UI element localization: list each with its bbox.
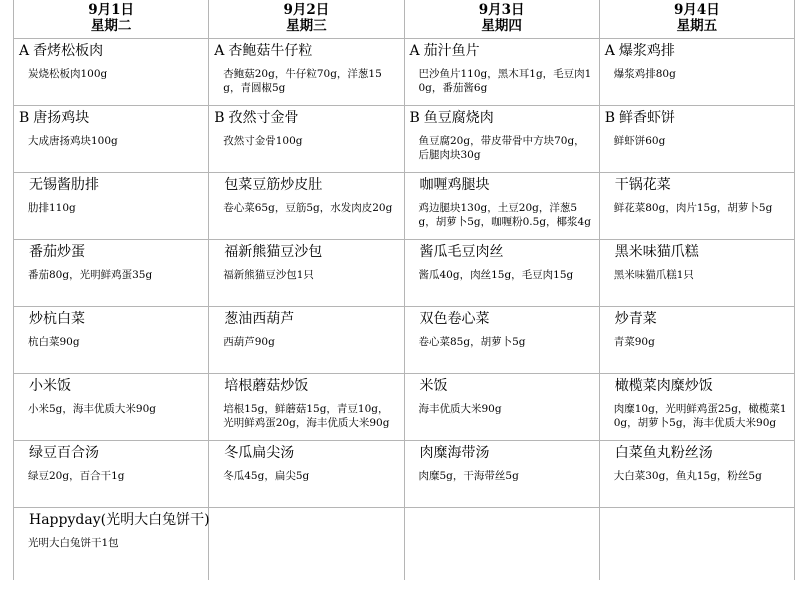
dish-name: 炒青菜 <box>614 311 657 327</box>
menu-row <box>14 441 795 508</box>
ingredients-text: 卷心菜65g，豆筋5g，水发肉皮20g <box>223 202 393 214</box>
ingredients-text: 肉糜5g，干海带丝5g <box>418 470 519 482</box>
dish-name: 孜然寸金骨 <box>228 110 299 126</box>
menu-cell <box>209 307 404 374</box>
dish-name: 白菜鱼丸粉丝汤 <box>614 445 713 461</box>
dish-line <box>405 240 599 261</box>
menu-cell <box>599 39 794 106</box>
menu-cell <box>209 173 404 240</box>
dish-name: 鱼豆腐烧肉 <box>423 110 494 126</box>
option-prefix: B <box>409 110 420 126</box>
menu-cell <box>599 173 794 240</box>
dish-line <box>600 240 794 261</box>
menu-row <box>14 106 795 173</box>
day-weekday: 星期四 <box>481 18 522 34</box>
menu-cell <box>404 173 599 240</box>
dish-name: 福新熊猫豆沙包 <box>224 244 323 260</box>
dish-line <box>600 39 794 60</box>
dish-line <box>405 39 599 60</box>
dish-name: 米饭 <box>419 378 448 394</box>
option-prefix: A <box>19 43 30 59</box>
menu-cell <box>404 240 599 307</box>
ingredients-text: 炭烧松板肉100g <box>28 68 108 80</box>
menu-cell <box>404 508 599 581</box>
dish-name: 无锡酱肋排 <box>29 177 99 193</box>
menu-row <box>14 307 795 374</box>
day-header <box>209 0 404 39</box>
menu-cell <box>599 240 794 307</box>
menu-cell <box>14 307 209 374</box>
dish-name: 鲜香虾饼 <box>619 110 676 126</box>
ingredients-text: 鲜虾饼60g <box>613 135 666 147</box>
menu-row <box>14 240 795 307</box>
dish-name: 香烤松板肉 <box>33 43 104 59</box>
dish-name: 橄榄菜肉糜炒饭 <box>614 378 713 394</box>
header-row <box>14 0 795 39</box>
dish-line <box>405 441 599 462</box>
menu-cell <box>14 374 209 441</box>
ingredients-text: 孜然寸金骨100g <box>223 135 303 147</box>
day-header <box>599 0 794 39</box>
option-prefix: A <box>409 43 420 59</box>
option-prefix: B <box>604 110 616 126</box>
dish-line <box>14 240 208 261</box>
dish-line <box>209 240 403 261</box>
menu-row <box>14 374 795 441</box>
dish-name: 小米饭 <box>29 378 71 394</box>
ingredients-text: 小米5g，海丰优质大米90g <box>28 403 156 415</box>
ingredients-text: 鲜花菜80g，肉片15g，胡萝卜5g <box>613 202 773 214</box>
dish-line <box>405 106 599 127</box>
day-weekday: 星期三 <box>286 18 327 34</box>
day-date: 9月2日 <box>283 2 330 18</box>
dish-name: 葱油西葫芦 <box>224 311 295 327</box>
menu-cell <box>14 441 209 508</box>
weekly-menu-table <box>13 0 795 580</box>
dish-line <box>14 374 208 395</box>
dish-name: 爆浆鸡排 <box>618 43 675 59</box>
dish-line <box>209 106 403 127</box>
dish-line <box>209 374 403 395</box>
dish-name: 杏鲍菇牛仔粒 <box>228 43 313 59</box>
menu-row <box>14 173 795 240</box>
dish-line <box>209 173 403 194</box>
dish-name: 唐扬鸡块 <box>33 110 90 126</box>
dish-name: 包菜豆筋炒皮肚 <box>224 177 323 193</box>
menu-row <box>14 508 795 581</box>
ingredients-text: 西葫芦90g <box>223 336 275 348</box>
ingredients-text: 爆浆鸡排80g <box>613 68 676 80</box>
ingredients-text: 黑米味猫爪糕1只 <box>613 269 694 281</box>
dish-line <box>405 173 599 194</box>
menu-cell <box>209 374 404 441</box>
ingredients-text: 巴沙鱼片110g，黑木耳1g，毛豆肉10g，番茄酱6g <box>418 68 592 94</box>
menu-cell <box>209 39 404 106</box>
option-prefix: B <box>214 110 225 126</box>
day-header <box>14 0 209 39</box>
dish-line <box>209 39 403 60</box>
dish-line <box>600 374 794 395</box>
dish-name: 肉糜海带汤 <box>419 445 490 461</box>
dish-line <box>600 441 794 462</box>
menu-cell <box>599 307 794 374</box>
day-date: 9月1日 <box>88 2 135 18</box>
menu-cell <box>14 173 209 240</box>
day-date: 9月4日 <box>673 2 720 18</box>
ingredients-text: 冬瓜45g，扁尖5g <box>223 470 310 482</box>
day-weekday: 星期五 <box>676 18 718 34</box>
dish-line <box>209 307 403 328</box>
dish-line <box>600 307 794 328</box>
dish-line <box>405 307 599 328</box>
dish-name: 黑米味猫爪糕 <box>614 244 699 260</box>
menu-cell <box>209 106 404 173</box>
ingredients-text: 光明大白兔饼干1包 <box>28 537 119 549</box>
menu-cell <box>599 508 794 581</box>
menu-cell <box>404 39 599 106</box>
menu-cell <box>209 240 404 307</box>
option-prefix: A <box>604 43 615 59</box>
dish-name: 茄汁鱼片 <box>423 43 480 59</box>
dish-name: 双色卷心菜 <box>419 311 490 327</box>
dish-line <box>600 106 794 127</box>
menu-cell <box>209 508 404 581</box>
menu-cell <box>599 374 794 441</box>
dish-line <box>14 173 208 194</box>
ingredients-text: 鸡边腿块130g，土豆20g，洋葱5g，胡萝卜5g，咖喱粉0.5g，椰浆4g <box>418 202 591 228</box>
dish-line <box>405 374 599 395</box>
day-header <box>404 0 599 39</box>
menu-cell <box>14 240 209 307</box>
dish-line <box>14 39 208 60</box>
menu-cell <box>14 106 209 173</box>
ingredients-text: 酱瓜40g，肉丝15g，毛豆肉15g <box>418 269 574 281</box>
dish-name: 培根蘑菇炒饭 <box>224 378 309 394</box>
ingredients-text <box>209 512 403 519</box>
dish-line <box>14 441 208 462</box>
dish-name: 冬瓜扁尖汤 <box>224 445 295 461</box>
dish-line <box>600 173 794 194</box>
dish-line <box>14 106 208 127</box>
ingredients-text: 福新熊猫豆沙包1只 <box>223 269 314 281</box>
dish-line <box>14 307 208 328</box>
ingredients-text: 鱼豆腐20g，带皮带骨中方块70g，后腿肉块30g <box>418 135 585 161</box>
menu-cell <box>209 441 404 508</box>
dish-name: 绿豆百合汤 <box>29 445 99 461</box>
dish-name: 番茄炒蛋 <box>29 244 85 260</box>
dish-line <box>209 441 403 462</box>
ingredients-text: 大成唐扬鸡块100g <box>28 135 118 147</box>
dish-name: 干锅花菜 <box>614 177 671 193</box>
dish-name: 酱瓜毛豆肉丝 <box>419 244 504 260</box>
ingredients-text: 肉糜10g，光明鲜鸡蛋25g，橄榄菜10g，胡萝卜5g，海丰优质大米90g <box>613 403 787 429</box>
day-date: 9月3日 <box>478 2 525 18</box>
ingredients-text: 杭白菜90g <box>28 336 80 348</box>
ingredients-text: 青菜90g <box>613 336 655 348</box>
menu-cell <box>14 39 209 106</box>
ingredients-text: 绿豆20g，百合干1g <box>28 470 125 482</box>
ingredients-text: 杏鲍菇20g，牛仔粒70g，洋葱15g，青圆椒5g <box>223 68 382 94</box>
dish-name: 炒杭白菜 <box>29 311 85 327</box>
ingredients-text: 番茄80g，光明鲜鸡蛋35g <box>28 269 153 281</box>
ingredients-text: 培根15g，鲜蘑菇15g，青豆10g，光明鲜鸡蛋20g，海丰优质大米90g <box>223 403 390 429</box>
option-prefix: B <box>19 110 30 126</box>
menu-cell <box>404 374 599 441</box>
menu-cell <box>14 508 209 581</box>
dish-name: Happyday(光明大白兔饼干) <box>29 512 210 528</box>
menu-row <box>14 39 795 106</box>
option-prefix: A <box>214 43 225 59</box>
dish-name: 咖喱鸡腿块 <box>419 177 490 193</box>
menu-cell <box>599 106 794 173</box>
ingredients-text: 大白菜30g，鱼丸15g，粉丝5g <box>613 470 762 482</box>
ingredients-text: 肋排110g <box>28 202 76 214</box>
menu-cell <box>599 441 794 508</box>
menu-cell <box>404 106 599 173</box>
ingredients-text <box>600 512 794 519</box>
dish-line <box>14 508 208 529</box>
day-weekday: 星期二 <box>90 18 132 34</box>
menu-cell <box>404 441 599 508</box>
ingredients-text <box>405 512 599 519</box>
ingredients-text: 卷心菜85g，胡萝卜5g <box>418 336 526 348</box>
ingredients-text: 海丰优质大米90g <box>418 403 502 415</box>
menu-cell <box>404 307 599 374</box>
